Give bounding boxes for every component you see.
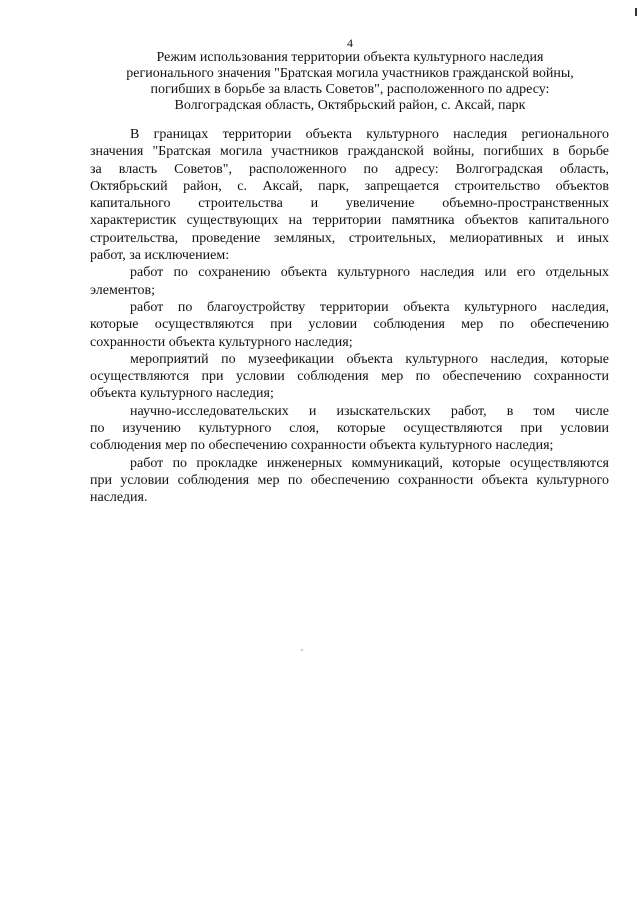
text-line: работ по благоустройству территории объекта культурного наследия, <box>130 299 609 315</box>
title-line: погибших в борьбе за власть Советов", расположенного по адресу: <box>150 82 550 97</box>
page-number: 4 <box>347 36 353 50</box>
text-line: осуществляются при условии соблюдения мер по обеспечению сохранности <box>90 369 609 385</box>
paragraph-exception-museumification <box>90 351 609 403</box>
text-line: наследия. <box>90 490 148 506</box>
paragraph-restrictions <box>90 126 609 264</box>
text-line: значения "Братская могила участников гражданской войны, погибших в борьбе <box>90 144 609 160</box>
text-line: научно-исследовательских и изыскательских работ, в том числе <box>130 403 609 419</box>
text-line: работ по сохранению объекта культурного наследия или его отдельных <box>130 265 609 281</box>
title-line: Режим использования территории объекта культурного наследия <box>156 50 544 65</box>
text-line: которые осуществляются при условии соблюдения мер по обеспечению <box>90 317 609 333</box>
text-line: соблюдения мер по обеспечению сохранности объекта культурного наследия; <box>90 438 554 454</box>
scan-mark <box>635 8 637 16</box>
title-line: Волгоградская область, Октябрьский район, с. Аксай, парк <box>174 98 526 113</box>
text-line: при условии соблюдения мер по обеспечению сохранности объекта культурного <box>90 472 609 488</box>
text-line: строительства, проведение земляных, строительных, мелиоративных и иных <box>90 230 609 246</box>
text-line: за власть Советов", расположенного по адресу: Волгоградская область, <box>90 161 609 177</box>
text-line: мероприятий по музеефикации объекта культурного наследия, которые <box>130 351 609 367</box>
text-line: работ по прокладке инженерных коммуникаций, которые осуществляются <box>130 455 609 471</box>
text-line: характеристик существующих на территории памятника объектов капитального <box>90 213 609 229</box>
text-line: элементов; <box>90 282 155 298</box>
text-line: работ, за исключением: <box>90 248 230 264</box>
paragraph-exception-preservation <box>90 264 609 299</box>
document-body <box>90 126 609 507</box>
text-line: по изучению культурного слоя, которые осуществляются при условии <box>90 421 609 437</box>
text-line: В границах территории объекта культурного наследия регионального <box>130 127 609 142</box>
text-line: Октябрьский район, с. Аксай, парк, запрещается строительство объектов <box>90 178 609 194</box>
title-line: регионального значения "Братская могила участников гражданской войны, <box>126 66 574 81</box>
paragraph-exception-landscaping <box>90 299 609 351</box>
paragraph-exception-utilities <box>90 455 609 507</box>
text-line: объекта культурного наследия; <box>90 386 274 402</box>
scan-speck <box>301 649 303 651</box>
paragraph-exception-research <box>90 403 609 455</box>
document-title <box>70 50 630 114</box>
text-line: капитального строительства и увеличение объемно-пространственных <box>90 196 609 212</box>
text-line: сохранности объекта культурного наследия; <box>90 334 353 350</box>
